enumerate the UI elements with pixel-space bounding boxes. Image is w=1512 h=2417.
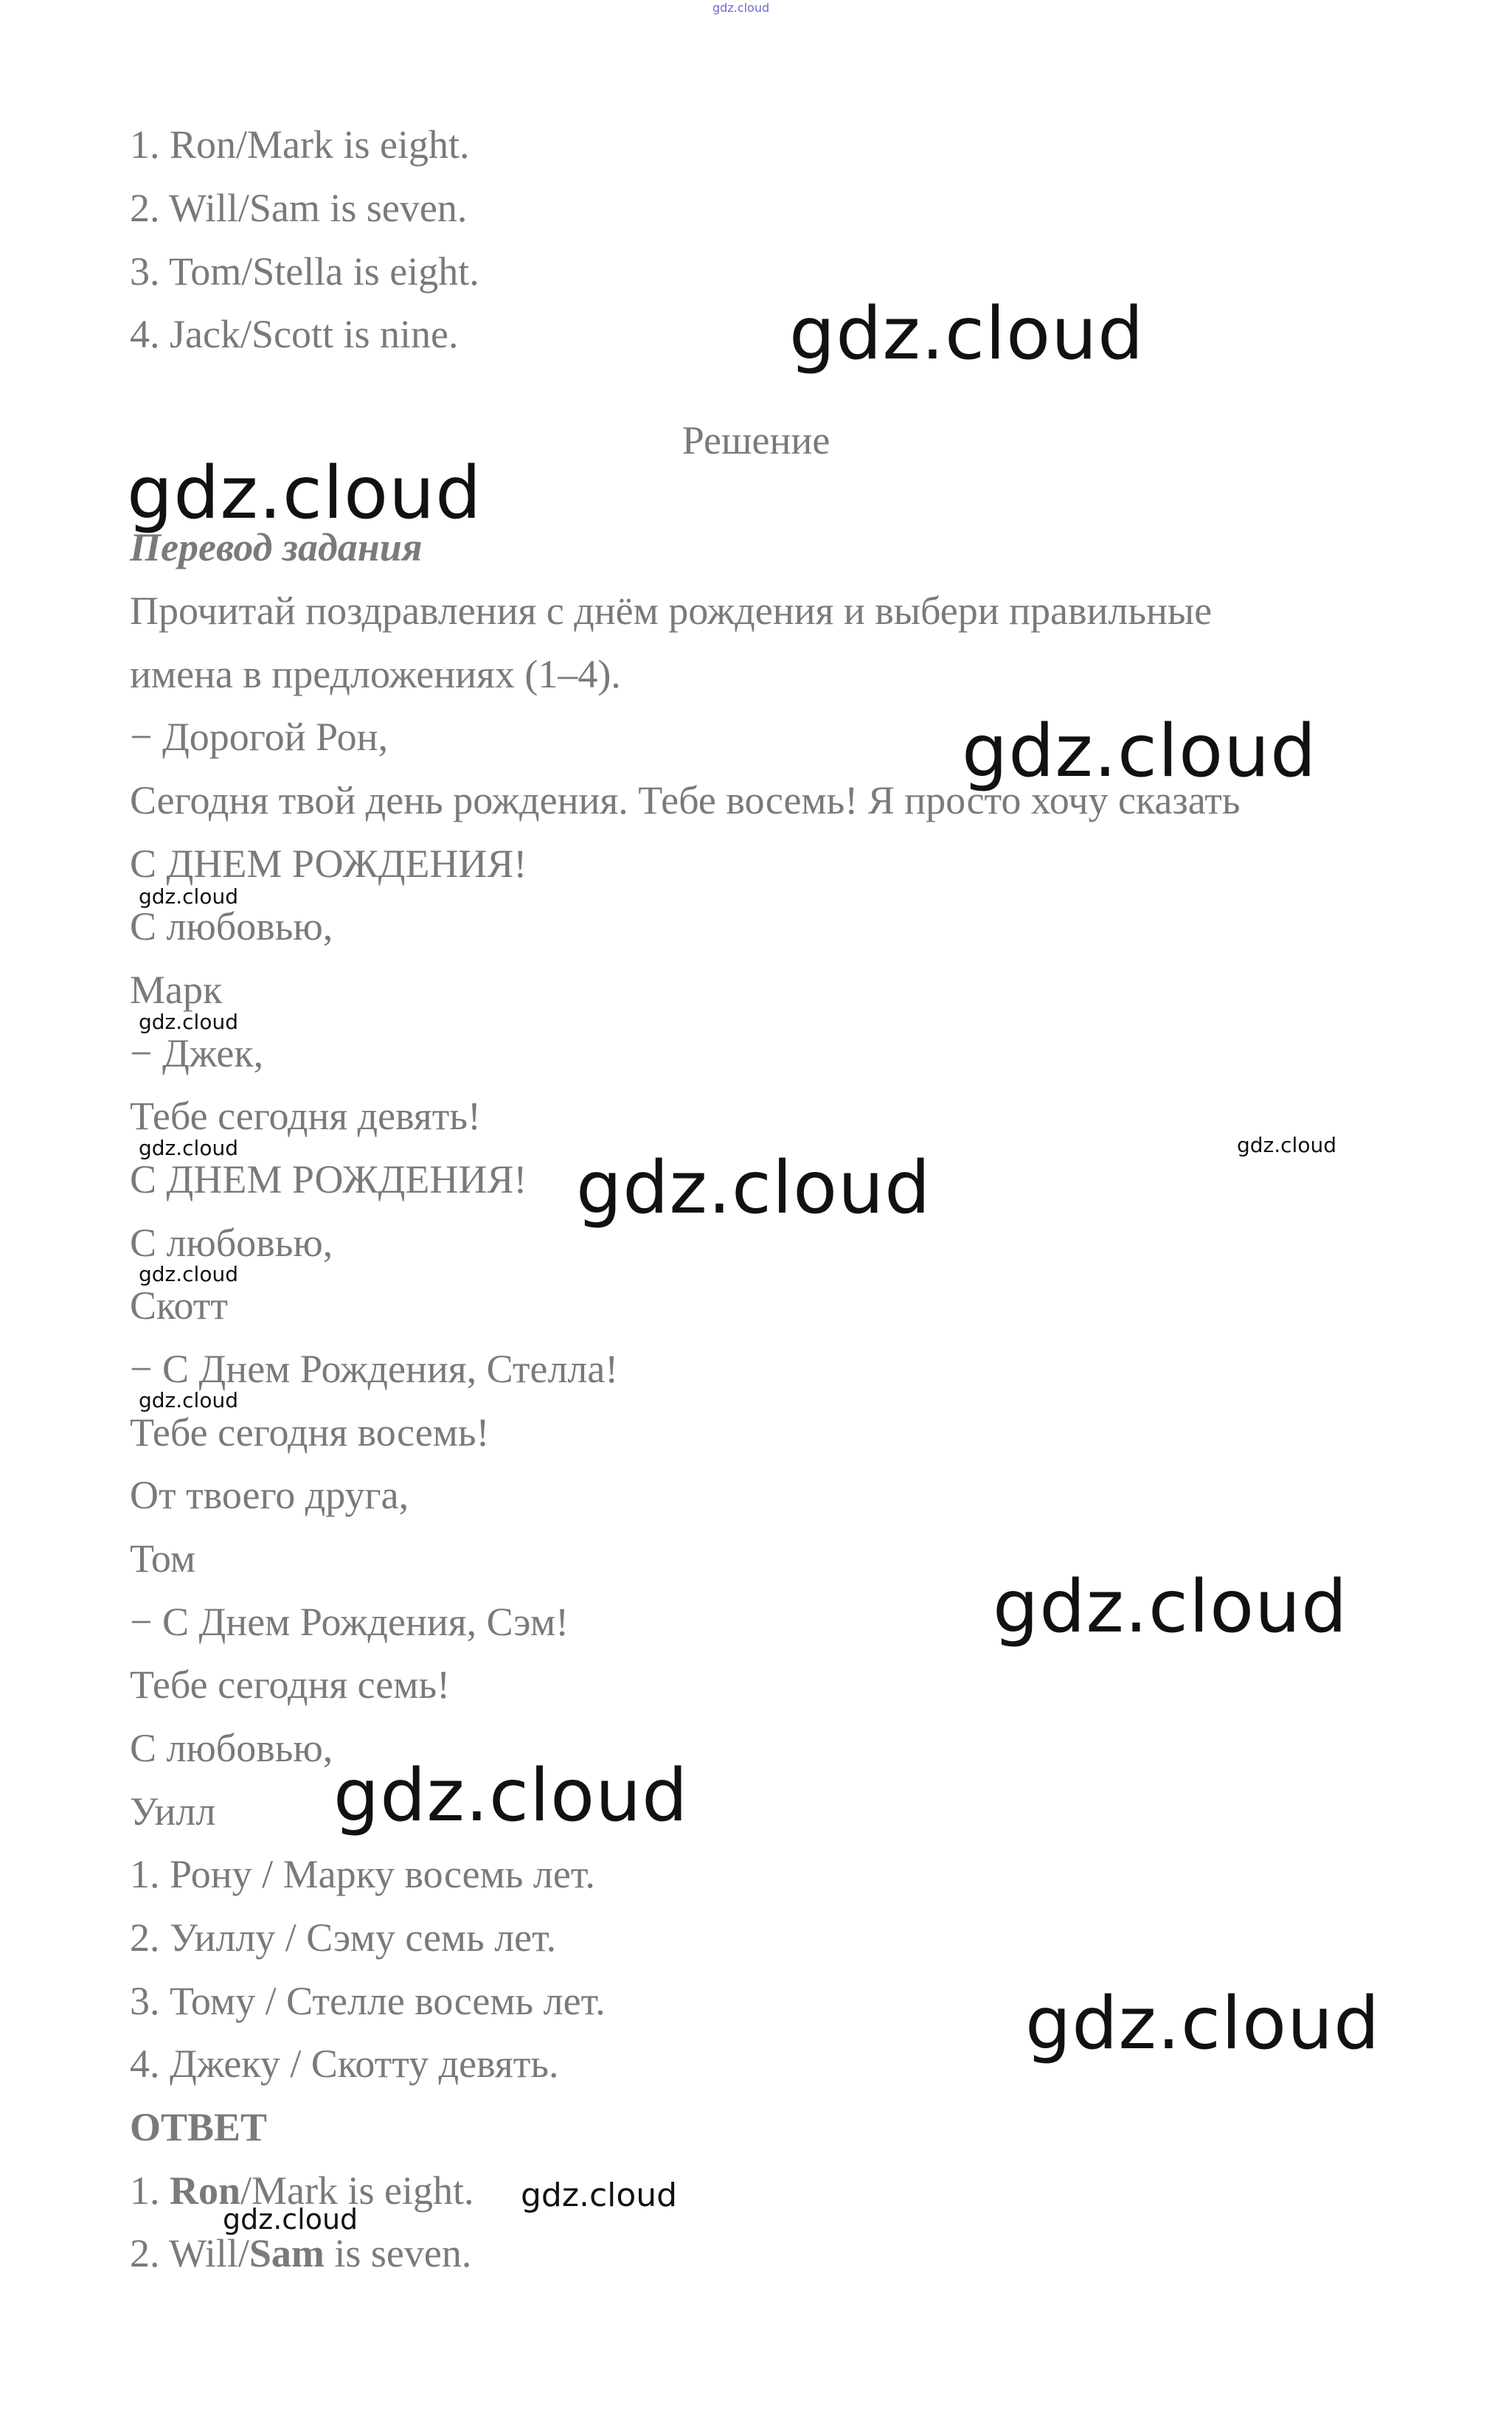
watermark: gdz.cloud (962, 710, 1317, 794)
translation-line: Марк (130, 968, 223, 1012)
exercise-line-4: 4. Jack/Scott is nine. (130, 312, 459, 356)
answer-choice: Sam (249, 2231, 325, 2275)
watermark: gdz.cloud (333, 1754, 689, 1838)
watermark: gdz.cloud (576, 1146, 932, 1230)
watermark: gdz.cloud (521, 2177, 678, 2214)
translation-line: Уилл (130, 1789, 216, 1834)
translation-line: С ДНЕМ РОЖДЕНИЯ! (130, 1157, 527, 1201)
translation-line: − Дорогой Рон, (130, 715, 389, 759)
answer-rest: /Mark is eight. (240, 2168, 474, 2213)
watermark: gdz.cloud (127, 451, 482, 535)
translation-line: 1. Рону / Марку восемь лет. (130, 1852, 595, 1896)
translation-line: 4. Джеку / Скотту девять. (130, 2042, 559, 2086)
translation-line: С любовью, (130, 904, 333, 949)
answer-rest: is seven. (324, 2231, 472, 2275)
translation-line: Скотт (130, 1283, 228, 1328)
exercise-line-2: 2. Will/Sam is seven. (130, 186, 468, 230)
header-watermark: gdz.cloud (712, 1, 770, 15)
watermark: gdz.cloud (139, 1010, 238, 1034)
answer-prefix: 1. (130, 2168, 170, 2213)
translation-line: 3. Тому / Стелле восемь лет. (130, 1979, 606, 2023)
translation-line: Том (130, 1536, 196, 1581)
translation-line: Сегодня твой день рождения. Тебе восемь! Я просто хочу сказать (130, 778, 1241, 822)
watermark: gdz.cloud (1237, 1133, 1336, 1157)
translation-line: С любовью, (130, 1221, 333, 1265)
watermark: gdz.cloud (139, 1262, 238, 1286)
watermark: gdz.cloud (139, 884, 238, 909)
exercise-line-3: 3. Tom/Stella is eight. (130, 249, 479, 294)
translation-line: − Джек, (130, 1031, 264, 1075)
translation-line: − С Днем Рождения, Стелла! (130, 1347, 619, 1391)
watermark: gdz.cloud (993, 1565, 1348, 1649)
translation-line: С ДНЕМ РОЖДЕНИЯ! (130, 842, 527, 886)
translation-line: − С Днем Рождения, Сэм! (130, 1600, 569, 1644)
watermark: gdz.cloud (1025, 1982, 1381, 2066)
watermark: gdz.cloud (789, 292, 1145, 376)
solution-title: Решение (682, 418, 830, 462)
translation-line: Тебе сегодня девять! (130, 1094, 481, 1138)
answer-choice: Ron (170, 2168, 241, 2213)
translation-line: имена в предложениях (1–4). (130, 652, 621, 696)
translation-line: 2. Уиллу / Сэму семь лет. (130, 1915, 557, 1960)
translation-line: С любовью, (130, 1726, 333, 1770)
answer-prefix: 2. Will/ (130, 2231, 249, 2275)
watermark: gdz.cloud (139, 1388, 238, 1412)
watermark: gdz.cloud (139, 1136, 238, 1160)
translation-heading: Перевод задания (130, 525, 423, 569)
translation-line: Тебе сегодня семь! (130, 1662, 451, 1707)
translation-line: Тебе сегодня восемь! (130, 1410, 490, 1454)
answer-heading: ОТВЕТ (130, 2105, 268, 2149)
translation-line: От твоего друга, (130, 1473, 409, 1517)
exercise-line-1: 1. Ron/Mark is eight. (130, 122, 470, 167)
watermark: gdz.cloud (223, 2203, 358, 2236)
translation-line: Прочитай поздравления с днём рождения и выбери правильные (130, 589, 1213, 633)
